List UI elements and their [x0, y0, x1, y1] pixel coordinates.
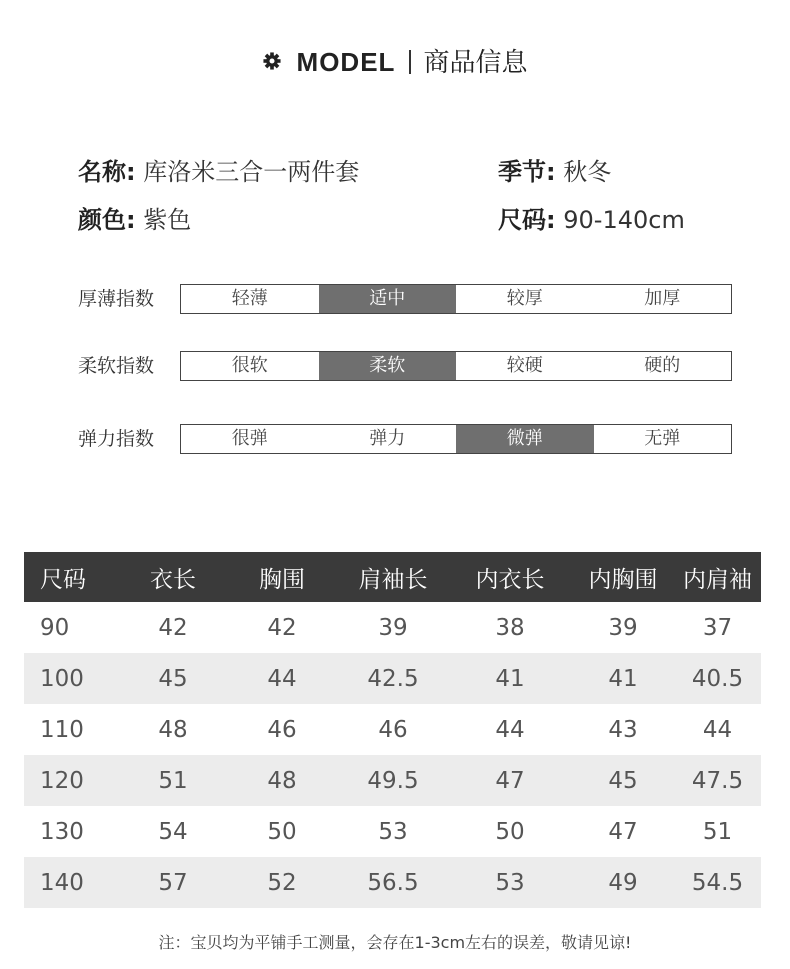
- table-row: [24, 653, 761, 704]
- table-row: [24, 602, 761, 653]
- info-season: [498, 152, 611, 187]
- table-cell: 130: [40, 818, 84, 845]
- scale-option: 很软: [231, 355, 268, 376]
- gear-icon: [263, 52, 281, 70]
- table-cell: 140: [24, 857, 120, 908]
- scale-label: 柔软指数: [78, 355, 155, 377]
- info-season-key: 季节:: [498, 158, 556, 186]
- table-cell: 54.5: [674, 857, 761, 908]
- scale-option-selected: 适中: [319, 285, 457, 313]
- table-cell: 45: [120, 653, 226, 704]
- table-cell: 42: [267, 614, 297, 641]
- info-size: [498, 200, 685, 235]
- column-header: 内衣长: [448, 552, 572, 602]
- brand-text: MODEL: [296, 47, 396, 77]
- scale-option: 较硬: [506, 355, 543, 376]
- table-cell: 43: [608, 716, 638, 743]
- table-cell: 90: [40, 614, 70, 641]
- table-cell: 53: [378, 818, 408, 845]
- table-cell: 50: [495, 818, 525, 845]
- table-row: [24, 755, 761, 806]
- info-color-key: 颜色:: [78, 206, 136, 234]
- table-cell: 120: [24, 755, 120, 806]
- title-subtitle: 商品信息: [423, 48, 528, 78]
- table-cell: 48: [226, 755, 338, 806]
- info-color-value: 紫色: [143, 206, 192, 234]
- table-cell: 44: [495, 716, 525, 743]
- table-header-row: [24, 552, 761, 602]
- scale-option: 硬的: [644, 355, 681, 376]
- scale-option: 很弹: [231, 428, 268, 449]
- table-cell: 46: [378, 716, 408, 743]
- column-header: 衣长: [120, 552, 226, 602]
- table-cell: 48: [158, 716, 188, 743]
- table-cell: 51: [702, 818, 733, 845]
- table-cell: 37: [702, 614, 733, 641]
- column-header: 肩袖长: [338, 552, 448, 602]
- info-name-value: 库洛米三合一两件套: [143, 158, 360, 186]
- table-cell: 54: [158, 818, 188, 845]
- table-row: [24, 857, 761, 908]
- info-size-key: 尺码:: [498, 206, 556, 234]
- column-header: 尺码: [24, 552, 120, 602]
- table-cell: 100: [24, 653, 120, 704]
- table-cell: 41: [572, 653, 674, 704]
- table-row: [24, 704, 761, 755]
- scale-box: [180, 424, 732, 454]
- table-cell: 47.5: [674, 755, 761, 806]
- info-season-value: 秋冬: [563, 158, 612, 186]
- thickness-scale: [78, 284, 732, 314]
- page-title: [0, 42, 790, 79]
- table-cell: 39: [608, 614, 638, 641]
- column-header: 内肩袖: [674, 552, 761, 602]
- scale-option-selected: 微弹: [456, 425, 594, 453]
- table-cell: 38: [495, 614, 525, 641]
- table-cell: 49.5: [338, 755, 448, 806]
- column-header: 胸围: [226, 552, 338, 602]
- table-cell: 52: [226, 857, 338, 908]
- table-cell: 47: [608, 818, 638, 845]
- column-header: 内胸围: [572, 552, 674, 602]
- table-cell: 47: [448, 755, 572, 806]
- scale-box: [180, 284, 732, 314]
- scale-label: 厚薄指数: [78, 288, 155, 310]
- table-cell: 51: [120, 755, 226, 806]
- scale-box: [180, 351, 732, 381]
- scale-option-selected: 柔软: [319, 352, 457, 380]
- table-row: [24, 806, 761, 857]
- table-cell: 42: [158, 614, 188, 641]
- table-cell: 39: [378, 614, 408, 641]
- elasticity-scale: [78, 424, 732, 454]
- table-cell: 57: [120, 857, 226, 908]
- info-name: [78, 152, 359, 187]
- scale-option: 轻薄: [231, 288, 268, 309]
- table-cell: 41: [448, 653, 572, 704]
- scale-option: 较厚: [506, 288, 543, 309]
- table-cell: 44: [702, 716, 733, 743]
- scale-label: 弹力指数: [78, 428, 155, 450]
- size-table: [24, 552, 761, 908]
- table-cell: 46: [267, 716, 297, 743]
- table-cell: 56.5: [338, 857, 448, 908]
- table-cell: 44: [226, 653, 338, 704]
- scale-option: 无弹: [644, 428, 681, 449]
- table-cell: 53: [448, 857, 572, 908]
- scale-option: 弹力: [369, 428, 406, 449]
- table-cell: 50: [267, 818, 297, 845]
- info-name-key: 名称:: [78, 158, 136, 186]
- table-cell: 49: [572, 857, 674, 908]
- table-cell: 45: [572, 755, 674, 806]
- title-divider: [409, 50, 411, 74]
- table-cell: 40.5: [674, 653, 761, 704]
- info-color: [78, 200, 191, 235]
- info-size-value: 90-140cm: [563, 206, 685, 234]
- table-cell: 110: [40, 716, 84, 743]
- table-cell: 42.5: [338, 653, 448, 704]
- measurement-note: 注：宝贝均为平铺手工测量，会存在1-3cm左右的误差，敬请见谅!: [158, 933, 632, 952]
- scale-option: 加厚: [644, 288, 681, 309]
- softness-scale: [78, 351, 732, 381]
